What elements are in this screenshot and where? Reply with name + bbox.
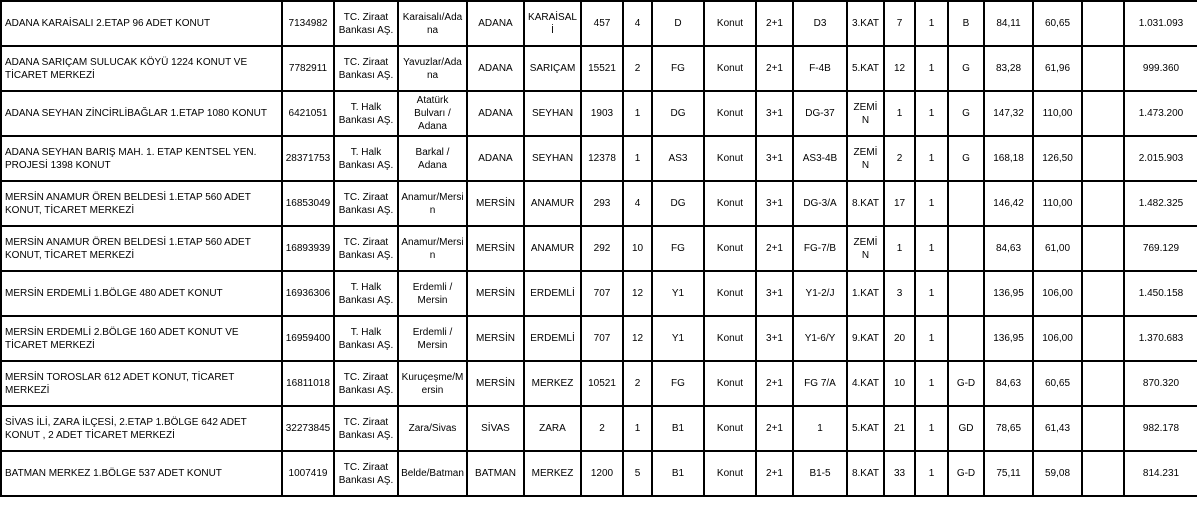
cell-neighborhood: Kuruçeşme/Mersin	[398, 361, 467, 406]
cell-project-name: MERSİN ANAMUR ÖREN BELDESİ 1.ETAP 560 ADET KONUT, TİCARET MERKEZİ	[1, 181, 282, 226]
cell-blank	[1082, 91, 1124, 136]
cell-province: MERSİN	[467, 316, 524, 361]
cell-tender-id: 16811018	[282, 361, 334, 406]
cell-floor: 5.KAT	[847, 46, 884, 91]
cell-room-layout: 3+1	[756, 181, 793, 226]
cell-parsel-no: 5	[623, 451, 652, 496]
cell-block-type: DG	[652, 181, 704, 226]
cell-gross-area: 84,11	[984, 1, 1033, 46]
cell-province: MERSİN	[467, 361, 524, 406]
cell-tender-id: 16959400	[282, 316, 334, 361]
cell-block-code: DG-37	[793, 91, 847, 136]
cell-net-area: 61,96	[1033, 46, 1082, 91]
cell-project-name: ADANA SEYHAN ZİNCİRLİBAĞLAR 1.ETAP 1080 KONUT	[1, 91, 282, 136]
cell-parsel-no: 1	[623, 406, 652, 451]
cell-unit-no: 2	[884, 136, 915, 181]
cell-tender-id: 28371753	[282, 136, 334, 181]
cell-room-layout: 2+1	[756, 361, 793, 406]
cell-floor: 1.KAT	[847, 271, 884, 316]
cell-blank	[1082, 226, 1124, 271]
cell-unit-kind: Konut	[704, 181, 756, 226]
cell-unit-kind: Konut	[704, 406, 756, 451]
cell-net-area: 110,00	[1033, 181, 1082, 226]
cell-room-layout: 2+1	[756, 46, 793, 91]
cell-floor: 3.KAT	[847, 1, 884, 46]
cell-bank: TC. Ziraat Bankası AŞ.	[334, 361, 398, 406]
cell-parsel-no: 12	[623, 271, 652, 316]
cell-gross-area: 146,42	[984, 181, 1033, 226]
cell-floor: 5.KAT	[847, 406, 884, 451]
cell-price: 982.178	[1124, 406, 1197, 451]
cell-province: ADANA	[467, 1, 524, 46]
table-row	[1, 451, 1197, 496]
cell-province: BATMAN	[467, 451, 524, 496]
cell-ada-no: 2	[581, 406, 623, 451]
cell-tender-id: 16936306	[282, 271, 334, 316]
cell-facade: B	[948, 1, 984, 46]
cell-district: MERKEZ	[524, 361, 581, 406]
cell-blank	[1082, 271, 1124, 316]
cell-gross-area: 168,18	[984, 136, 1033, 181]
cell-bank: TC. Ziraat Bankası AŞ.	[334, 451, 398, 496]
cell-district: ERDEMLİ	[524, 271, 581, 316]
cell-gross-area: 136,95	[984, 271, 1033, 316]
cell-net-area: 60,65	[1033, 361, 1082, 406]
cell-price: 769.129	[1124, 226, 1197, 271]
cell-block-code: Y1-2/J	[793, 271, 847, 316]
cell-bank: TC. Ziraat Bankası AŞ.	[334, 181, 398, 226]
cell-neighborhood: Anamur/Mersin	[398, 181, 467, 226]
cell-ada-no: 1200	[581, 451, 623, 496]
cell-count: 1	[915, 451, 948, 496]
cell-ada-no: 457	[581, 1, 623, 46]
cell-gross-area: 84,63	[984, 361, 1033, 406]
cell-block-code: DG-3/A	[793, 181, 847, 226]
cell-district: MERKEZ	[524, 451, 581, 496]
cell-unit-kind: Konut	[704, 91, 756, 136]
cell-bank: T. Halk Bankası AŞ.	[334, 316, 398, 361]
cell-net-area: 59,08	[1033, 451, 1082, 496]
cell-parsel-no: 4	[623, 181, 652, 226]
cell-project-name: BATMAN MERKEZ 1.BÖLGE 537 ADET KONUT	[1, 451, 282, 496]
cell-net-area: 61,43	[1033, 406, 1082, 451]
cell-unit-no: 12	[884, 46, 915, 91]
cell-gross-area: 83,28	[984, 46, 1033, 91]
cell-unit-kind: Konut	[704, 226, 756, 271]
cell-tender-id: 6421051	[282, 91, 334, 136]
cell-floor: ZEMİN	[847, 91, 884, 136]
cell-count: 1	[915, 136, 948, 181]
cell-blank	[1082, 181, 1124, 226]
cell-bank: TC. Ziraat Bankası AŞ.	[334, 46, 398, 91]
table-row	[1, 46, 1197, 91]
cell-block-type: Y1	[652, 316, 704, 361]
cell-project-name: MERSİN ERDEMLİ 2.BÖLGE 160 ADET KONUT VE TİCARET MERKEZİ	[1, 316, 282, 361]
cell-tender-id: 32273845	[282, 406, 334, 451]
cell-floor: ZEMİN	[847, 136, 884, 181]
cell-count: 1	[915, 406, 948, 451]
cell-price: 999.360	[1124, 46, 1197, 91]
cell-blank	[1082, 406, 1124, 451]
cell-count: 1	[915, 46, 948, 91]
cell-price: 1.370.683	[1124, 316, 1197, 361]
cell-unit-no: 17	[884, 181, 915, 226]
cell-block-type: B1	[652, 406, 704, 451]
cell-floor: 8.KAT	[847, 181, 884, 226]
cell-count: 1	[915, 91, 948, 136]
cell-project-name: ADANA SEYHAN BARIŞ MAH. 1. ETAP KENTSEL YEN. PROJESİ 1398 KONUT	[1, 136, 282, 181]
table-row	[1, 136, 1197, 181]
cell-unit-kind: Konut	[704, 316, 756, 361]
cell-ada-no: 15521	[581, 46, 623, 91]
cell-facade	[948, 271, 984, 316]
cell-room-layout: 2+1	[756, 1, 793, 46]
cell-room-layout: 3+1	[756, 91, 793, 136]
cell-count: 1	[915, 316, 948, 361]
cell-facade: G	[948, 136, 984, 181]
cell-parsel-no: 12	[623, 316, 652, 361]
cell-bank: TC. Ziraat Bankası AŞ.	[334, 226, 398, 271]
cell-province: SİVAS	[467, 406, 524, 451]
cell-bank: T. Halk Bankası AŞ.	[334, 136, 398, 181]
table-row	[1, 361, 1197, 406]
cell-facade: G	[948, 91, 984, 136]
cell-room-layout: 3+1	[756, 136, 793, 181]
cell-unit-no: 10	[884, 361, 915, 406]
cell-neighborhood: Erdemli / Mersin	[398, 316, 467, 361]
cell-project-name: MERSİN TOROSLAR 612 ADET KONUT, TİCARET MERKEZİ	[1, 361, 282, 406]
cell-unit-no: 21	[884, 406, 915, 451]
cell-blank	[1082, 46, 1124, 91]
table-row	[1, 91, 1197, 136]
cell-tender-id: 16893939	[282, 226, 334, 271]
cell-ada-no: 10521	[581, 361, 623, 406]
cell-district: ANAMUR	[524, 181, 581, 226]
cell-tender-id: 1007419	[282, 451, 334, 496]
cell-net-area: 61,00	[1033, 226, 1082, 271]
cell-block-type: D	[652, 1, 704, 46]
table-row	[1, 226, 1197, 271]
cell-blank	[1082, 361, 1124, 406]
cell-neighborhood: Barkal / Adana	[398, 136, 467, 181]
cell-price: 1.450.158	[1124, 271, 1197, 316]
cell-ada-no: 293	[581, 181, 623, 226]
cell-net-area: 110,00	[1033, 91, 1082, 136]
cell-block-code: AS3-4B	[793, 136, 847, 181]
cell-unit-kind: Konut	[704, 1, 756, 46]
cell-room-layout: 2+1	[756, 451, 793, 496]
cell-net-area: 60,65	[1033, 1, 1082, 46]
cell-tender-id: 7782911	[282, 46, 334, 91]
cell-count: 1	[915, 271, 948, 316]
cell-block-type: Y1	[652, 271, 704, 316]
cell-district: KARAİSALİ	[524, 1, 581, 46]
cell-count: 1	[915, 181, 948, 226]
cell-unit-no: 33	[884, 451, 915, 496]
cell-province: ADANA	[467, 136, 524, 181]
cell-project-name: MERSİN ERDEMLİ 1.BÖLGE 480 ADET KONUT	[1, 271, 282, 316]
cell-province: MERSİN	[467, 181, 524, 226]
cell-price: 1.473.200	[1124, 91, 1197, 136]
cell-parsel-no: 1	[623, 136, 652, 181]
cell-gross-area: 84,63	[984, 226, 1033, 271]
cell-blank	[1082, 1, 1124, 46]
cell-floor: 4.KAT	[847, 361, 884, 406]
cell-block-code: D3	[793, 1, 847, 46]
cell-project-name: SİVAS İLİ, ZARA İLÇESİ, 2.ETAP 1.BÖLGE 642 ADET KONUT , 2 ADET TİCARET MERKEZİ	[1, 406, 282, 451]
cell-unit-kind: Konut	[704, 136, 756, 181]
cell-price: 814.231	[1124, 451, 1197, 496]
cell-unit-kind: Konut	[704, 46, 756, 91]
cell-floor: 9.KAT	[847, 316, 884, 361]
table-row	[1, 406, 1197, 451]
cell-block-type: FG	[652, 226, 704, 271]
cell-gross-area: 75,11	[984, 451, 1033, 496]
cell-room-layout: 2+1	[756, 226, 793, 271]
cell-neighborhood: Erdemli / Mersin	[398, 271, 467, 316]
cell-room-layout: 3+1	[756, 316, 793, 361]
cell-project-name: MERSİN ANAMUR ÖREN BELDESİ 1.ETAP 560 ADET KONUT, TİCARET MERKEZİ	[1, 226, 282, 271]
cell-facade	[948, 226, 984, 271]
cell-block-code: Y1-6/Y	[793, 316, 847, 361]
cell-district: SEYHAN	[524, 91, 581, 136]
cell-gross-area: 136,95	[984, 316, 1033, 361]
cell-unit-no: 3	[884, 271, 915, 316]
cell-ada-no: 1903	[581, 91, 623, 136]
cell-block-type: AS3	[652, 136, 704, 181]
cell-facade: G-D	[948, 361, 984, 406]
cell-district: SARIÇAM	[524, 46, 581, 91]
cell-parsel-no: 2	[623, 46, 652, 91]
cell-parsel-no: 1	[623, 91, 652, 136]
cell-parsel-no: 4	[623, 1, 652, 46]
cell-unit-kind: Konut	[704, 271, 756, 316]
cell-block-code: FG-7/B	[793, 226, 847, 271]
cell-facade	[948, 181, 984, 226]
cell-district: SEYHAN	[524, 136, 581, 181]
cell-ada-no: 292	[581, 226, 623, 271]
cell-project-name: ADANA SARIÇAM SULUCAK KÖYÜ 1224 KONUT VE TİCARET MERKEZİ	[1, 46, 282, 91]
cell-gross-area: 78,65	[984, 406, 1033, 451]
cell-block-type: DG	[652, 91, 704, 136]
cell-block-code: 1	[793, 406, 847, 451]
cell-block-code: FG 7/A	[793, 361, 847, 406]
cell-blank	[1082, 316, 1124, 361]
cell-facade: GD	[948, 406, 984, 451]
cell-bank: TC. Ziraat Bankası AŞ.	[334, 1, 398, 46]
cell-price: 2.015.903	[1124, 136, 1197, 181]
cell-net-area: 106,00	[1033, 271, 1082, 316]
cell-neighborhood: Atatürk Bulvarı / Adana	[398, 91, 467, 136]
cell-project-name: ADANA KARAİSALI 2.ETAP 96 ADET KONUT	[1, 1, 282, 46]
cell-count: 1	[915, 1, 948, 46]
cell-block-code: F-4B	[793, 46, 847, 91]
cell-ada-no: 707	[581, 271, 623, 316]
cell-block-type: FG	[652, 361, 704, 406]
cell-floor: 8.KAT	[847, 451, 884, 496]
cell-neighborhood: Belde/Batman	[398, 451, 467, 496]
cell-unit-no: 1	[884, 91, 915, 136]
cell-province: MERSİN	[467, 226, 524, 271]
cell-room-layout: 2+1	[756, 406, 793, 451]
cell-ada-no: 12378	[581, 136, 623, 181]
cell-price: 1.031.093	[1124, 1, 1197, 46]
cell-district: ERDEMLİ	[524, 316, 581, 361]
cell-block-code: B1-5	[793, 451, 847, 496]
cell-net-area: 126,50	[1033, 136, 1082, 181]
cell-bank: TC. Ziraat Bankası AŞ.	[334, 406, 398, 451]
cell-bank: T. Halk Bankası AŞ.	[334, 91, 398, 136]
cell-province: ADANA	[467, 91, 524, 136]
cell-facade: G-D	[948, 451, 984, 496]
table-row	[1, 181, 1197, 226]
cell-neighborhood: Zara/Sivas	[398, 406, 467, 451]
cell-neighborhood: Karaisalı/Adana	[398, 1, 467, 46]
cell-block-type: FG	[652, 46, 704, 91]
cell-price: 870.320	[1124, 361, 1197, 406]
cell-floor: ZEMİN	[847, 226, 884, 271]
cell-block-type: B1	[652, 451, 704, 496]
cell-price: 1.482.325	[1124, 181, 1197, 226]
cell-unit-kind: Konut	[704, 361, 756, 406]
cell-tender-id: 7134982	[282, 1, 334, 46]
cell-bank: T. Halk Bankası AŞ.	[334, 271, 398, 316]
table-row	[1, 316, 1197, 361]
cell-province: ADANA	[467, 46, 524, 91]
cell-district: ZARA	[524, 406, 581, 451]
cell-room-layout: 3+1	[756, 271, 793, 316]
table-row	[1, 1, 1197, 46]
cell-count: 1	[915, 361, 948, 406]
table-row	[1, 271, 1197, 316]
cell-facade	[948, 316, 984, 361]
cell-unit-kind: Konut	[704, 451, 756, 496]
cell-ada-no: 707	[581, 316, 623, 361]
cell-unit-no: 20	[884, 316, 915, 361]
cell-net-area: 106,00	[1033, 316, 1082, 361]
cell-gross-area: 147,32	[984, 91, 1033, 136]
cell-tender-id: 16853049	[282, 181, 334, 226]
cell-parsel-no: 10	[623, 226, 652, 271]
cell-facade: G	[948, 46, 984, 91]
cell-neighborhood: Yavuzlar/Adana	[398, 46, 467, 91]
cell-blank	[1082, 451, 1124, 496]
cell-neighborhood: Anamur/Mersin	[398, 226, 467, 271]
cell-province: MERSİN	[467, 271, 524, 316]
cell-unit-no: 1	[884, 226, 915, 271]
cell-unit-no: 7	[884, 1, 915, 46]
cell-blank	[1082, 136, 1124, 181]
cell-parsel-no: 2	[623, 361, 652, 406]
cell-count: 1	[915, 226, 948, 271]
cell-district: ANAMUR	[524, 226, 581, 271]
